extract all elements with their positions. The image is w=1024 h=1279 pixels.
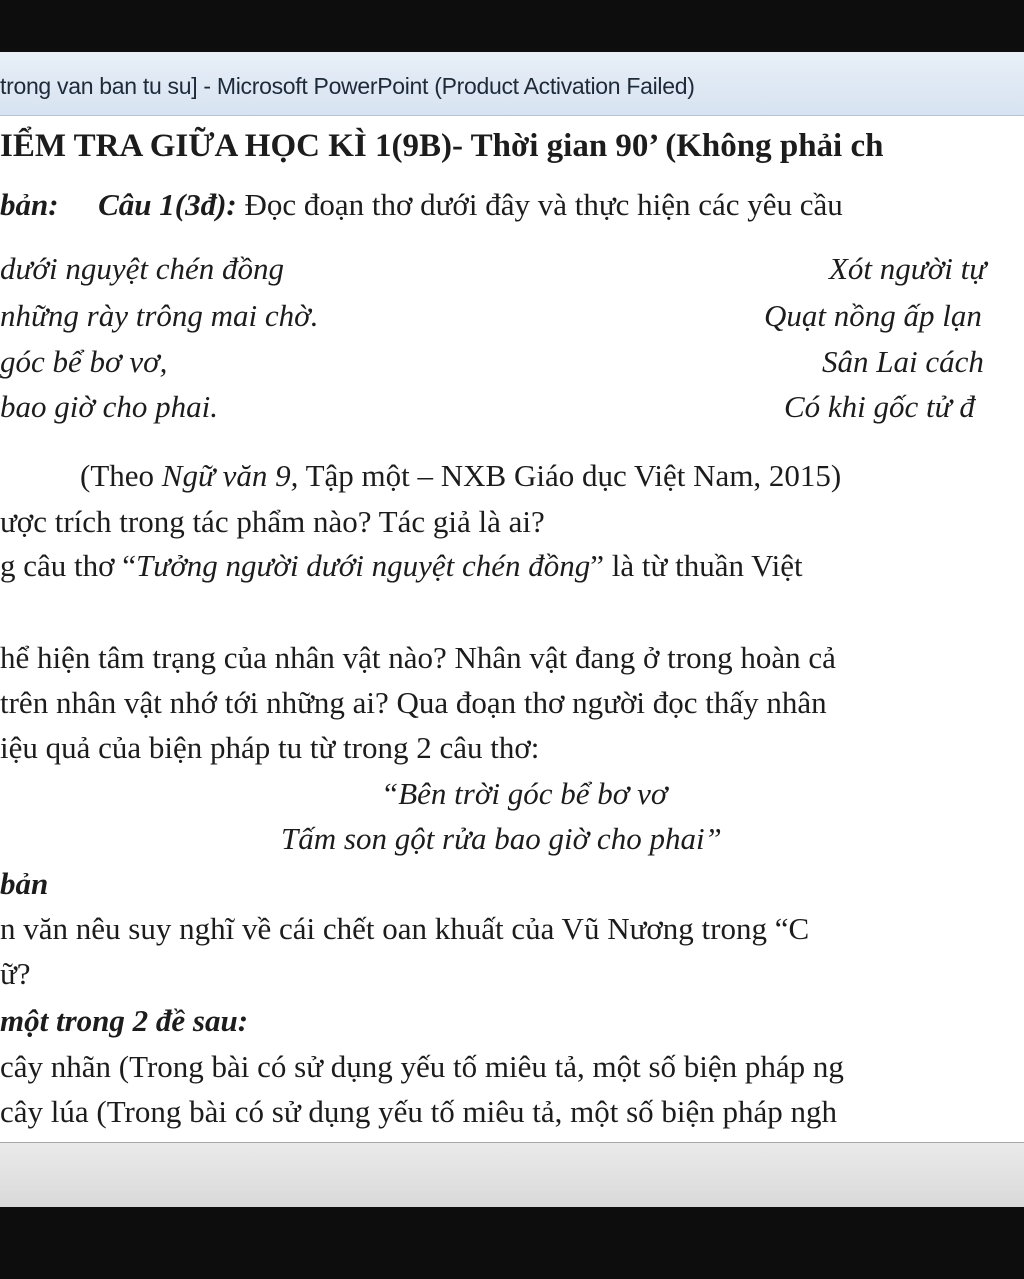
title-bar[interactable] [0, 52, 1024, 116]
question-b [0, 548, 803, 584]
question-a: ược trích trong tác phẩm nào? Tác giả là ai? [0, 504, 545, 539]
question1-label: Câu 1(3đ): [98, 187, 237, 222]
poem-citation [80, 458, 841, 494]
quoted-verse-line-1: “Bên trời góc bể bơ vơ [381, 776, 668, 811]
question-c: hể hiện tâm trạng của nhân vật nào? Nhân vật đang ở trong hoàn cả [0, 640, 836, 675]
essay1-line-2: ữ? [0, 956, 31, 991]
citation-rest: Tập một – NXB Giáo dục Việt Nam, 2015) [305, 458, 842, 493]
poem-right-line-1: Xót người tự [829, 251, 987, 286]
citation-book: Ngữ văn 9, [161, 458, 299, 493]
question1-text: Đọc đoạn thơ dưới đây và thực hiện các yêu cầu [244, 187, 843, 222]
question-b-suffix: ” là từ thuần Việt [590, 548, 803, 583]
question-e: iệu quả của biện pháp tu từ trong 2 câu thơ: [0, 730, 540, 765]
essay1-line-1: n văn nêu suy nghĩ về cái chết oan khuất của Vũ Nương trong “C [0, 911, 810, 946]
window-title: trong van ban tu su] - Microsoft PowerPoint (Product Activation Failed) [0, 73, 695, 99]
question-d: trên nhân vật nhớ tới những ai? Qua đoạn thơ người đọc thấy nhân [0, 685, 827, 720]
poem-left-line-4: bao giờ cho phai. [0, 389, 219, 424]
section1-line [0, 187, 843, 223]
section3-label: một trong 2 đề sau: [0, 1003, 249, 1038]
poem-right-line-2: Quạt nồng ấp lạn [764, 298, 982, 333]
powerpoint-window [0, 52, 1024, 1207]
poem-left-line-3: góc bể bơ vơ, [0, 344, 168, 379]
question-b-quote: Tưởng người dưới nguyệt chén đồng [136, 548, 591, 583]
quoted-verse-line-2: Tấm son gột rửa bao giờ cho phai” [281, 821, 722, 856]
citation-prefix: (Theo [80, 458, 155, 493]
essay2-option-2: cây lúa (Trong bài có sử dụng yếu tố miêu tả, một số biện pháp ngh [0, 1094, 838, 1129]
poem-right-line-3: Sân Lai cách [822, 344, 984, 379]
poem-right-line-4: Có khi gốc tử đ [784, 389, 975, 424]
section1-label: bản: [0, 187, 59, 222]
question-b-prefix: g câu thơ “ [0, 548, 137, 583]
section2-label: bản [0, 866, 49, 901]
poem-left-line-2: những rày trông mai chờ. [0, 298, 319, 333]
status-bar [0, 1142, 1024, 1207]
essay2-option-1: cây nhãn (Trong bài có sử dụng yếu tố miêu tả, một số biện pháp ng [0, 1049, 844, 1084]
slide-canvas[interactable] [0, 116, 1024, 1142]
slide-heading: IỂM TRA GIỮA HỌC KÌ 1(9B)- Thời gian 90’ (Không phải ch [0, 128, 884, 164]
poem-left-line-1: dưới nguyệt chén đồng [0, 251, 284, 286]
